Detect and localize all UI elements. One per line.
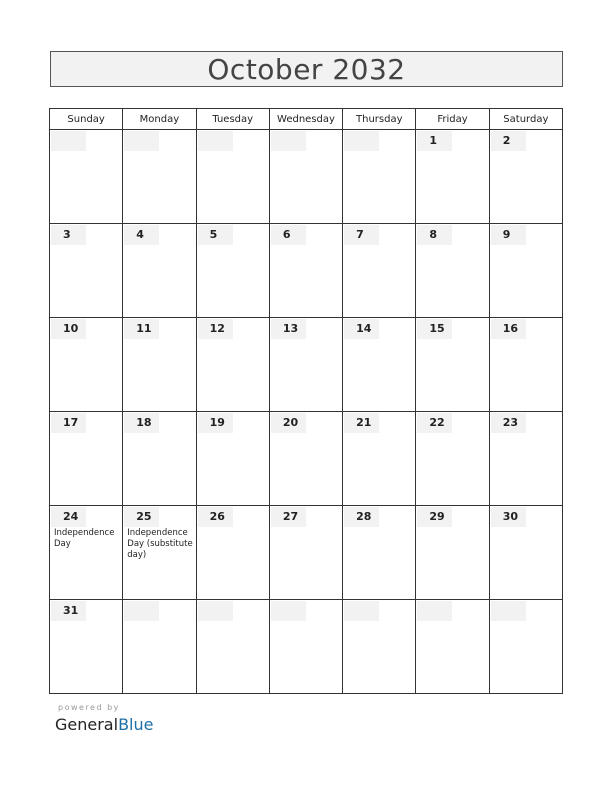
day-cell (416, 130, 489, 224)
weekday-header: Monday (123, 109, 196, 130)
day-cell (123, 130, 196, 224)
day-cell (416, 506, 489, 600)
day-cell (196, 130, 269, 224)
day-cell (123, 600, 196, 694)
day-cell (343, 130, 416, 224)
day-number: 4 (124, 225, 159, 245)
day-cell (416, 224, 489, 318)
day-number: 16 (491, 319, 526, 339)
day-cell (196, 318, 269, 412)
day-cell (343, 224, 416, 318)
day-number: 25 (124, 507, 159, 527)
day-number: 21 (344, 413, 379, 433)
day-number: 2 (491, 131, 526, 151)
day-cell (50, 318, 123, 412)
day-number: 24 (51, 507, 86, 527)
day-number (344, 131, 379, 151)
day-number: 8 (417, 225, 452, 245)
day-cell (50, 224, 123, 318)
day-cell (50, 412, 123, 506)
day-number: 27 (271, 507, 306, 527)
day-cell (269, 318, 342, 412)
day-cell (489, 506, 562, 600)
day-cell (123, 318, 196, 412)
brand-logo (55, 715, 153, 734)
day-number (491, 601, 526, 621)
holiday-label: Independence Day (substitute day) (127, 528, 193, 560)
day-number: 30 (491, 507, 526, 527)
day-cell (269, 600, 342, 694)
day-cell (269, 412, 342, 506)
weekday-header: Saturday (489, 109, 562, 130)
day-cell (196, 224, 269, 318)
day-cell (416, 318, 489, 412)
day-cell (123, 412, 196, 506)
day-cell (343, 600, 416, 694)
calendar-title-box (50, 51, 563, 87)
day-number: 1 (417, 131, 452, 151)
day-number (124, 601, 159, 621)
day-cell (489, 224, 562, 318)
day-cell (123, 506, 196, 600)
week-row (50, 412, 563, 506)
day-number: 13 (271, 319, 306, 339)
day-cell (269, 130, 342, 224)
day-number (198, 601, 233, 621)
week-row (50, 506, 563, 600)
brand-blue: Blue (118, 715, 154, 734)
day-cell (489, 600, 562, 694)
day-number: 12 (198, 319, 233, 339)
day-number: 11 (124, 319, 159, 339)
day-number: 26 (198, 507, 233, 527)
day-cell (269, 224, 342, 318)
weekday-header: Tuesday (196, 109, 269, 130)
weekday-header: Wednesday (269, 109, 342, 130)
week-row (50, 318, 563, 412)
day-number (417, 601, 452, 621)
day-number: 9 (491, 225, 526, 245)
weekday-header: Thursday (343, 109, 416, 130)
month-title: October 2032 (207, 52, 406, 86)
day-number (271, 601, 306, 621)
weekday-header: Sunday (50, 109, 123, 130)
weekday-header-row (50, 109, 563, 130)
day-number: 29 (417, 507, 452, 527)
day-number: 3 (51, 225, 86, 245)
calendar-grid (49, 108, 563, 694)
day-cell (416, 600, 489, 694)
day-number: 31 (51, 601, 86, 621)
day-cell (343, 506, 416, 600)
day-number: 14 (344, 319, 379, 339)
day-cell (269, 506, 342, 600)
day-number: 10 (51, 319, 86, 339)
day-cell (489, 130, 562, 224)
brand-general: General (55, 715, 119, 734)
day-cell (123, 224, 196, 318)
day-number: 17 (51, 413, 86, 433)
weekday-header: Friday (416, 109, 489, 130)
day-number: 7 (344, 225, 379, 245)
week-row (50, 600, 563, 694)
day-number: 18 (124, 413, 159, 433)
day-cell (50, 130, 123, 224)
day-number: 5 (198, 225, 233, 245)
day-cell (343, 412, 416, 506)
day-number (271, 131, 306, 151)
day-cell (196, 600, 269, 694)
powered-by-text: powered by (58, 703, 120, 712)
day-cell (196, 506, 269, 600)
day-number: 22 (417, 413, 452, 433)
day-number: 28 (344, 507, 379, 527)
day-cell (489, 318, 562, 412)
day-number (344, 601, 379, 621)
day-number: 23 (491, 413, 526, 433)
week-row (50, 224, 563, 318)
day-cell (50, 600, 123, 694)
day-number (124, 131, 159, 151)
day-number: 20 (271, 413, 306, 433)
day-number: 15 (417, 319, 452, 339)
holiday-label: Independence Day (54, 528, 115, 549)
day-number: 19 (198, 413, 233, 433)
day-cell (196, 412, 269, 506)
day-cell (489, 412, 562, 506)
day-cell (343, 318, 416, 412)
day-number (51, 131, 86, 151)
day-cell (50, 506, 123, 600)
day-cell (416, 412, 489, 506)
day-number (198, 131, 233, 151)
week-row (50, 130, 563, 224)
day-number: 6 (271, 225, 306, 245)
